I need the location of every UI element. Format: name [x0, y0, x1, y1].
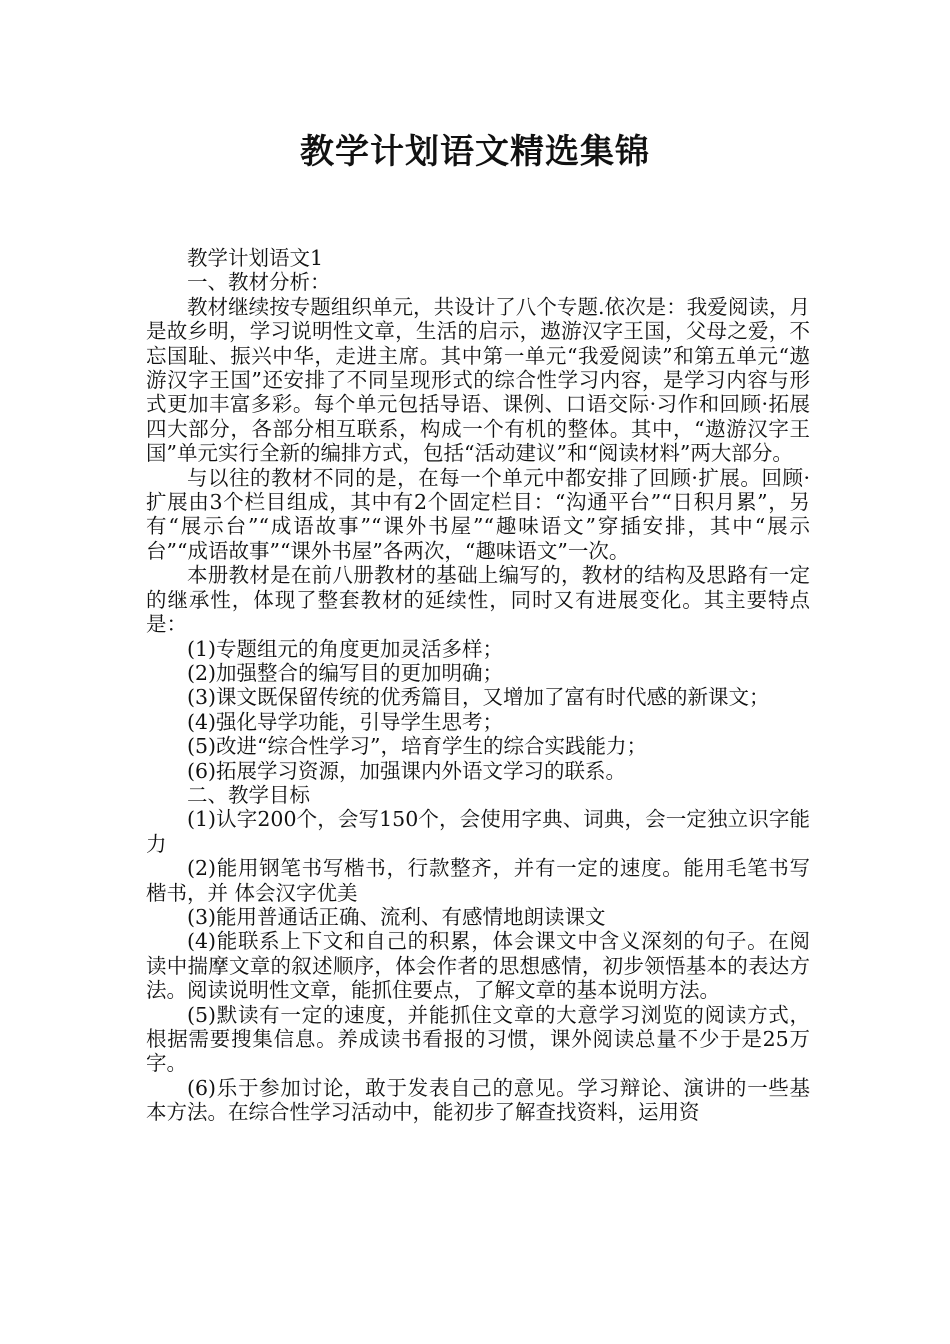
section-heading-analysis: 一、教材分析：: [187, 270, 331, 295]
paragraph-review: 与以往的教材不同的是，在每一个单元中都安排了回顾·扩展。回顾·扩展由3个栏目组成，其中有2个固定栏目：“沟通平台”“日积月累”，另有“展示台”“成语故事”“课外书屋”“趣味语文”穿插安排，其中“展示台”“成语故事”“课外书屋”各两次，“趣味语文”一次。: [146, 465, 810, 563]
feature-item-6: (6)拓展学习资源，加强课内外语文学习的联系。: [187, 758, 627, 783]
paragraph-features-intro: 本册教材是在前八册教材的基础上编写的，教材的结构及思路有一定的继承性，体现了整套教材的延续性，同时又有进展变化。其主要特点是：: [146, 563, 810, 637]
goal-item-5: (5)默读有一定的速度，并能抓住文章的大意学习浏览的阅读方式，根据需要搜集信息。养成读书看报的习惯，课外阅读总量不少于是25万字。: [146, 1002, 810, 1076]
document-body: [146, 246, 810, 1125]
feature-item-3: (3)课文既保留传统的优秀篇目，又增加了富有时代感的新课文；: [187, 685, 770, 710]
feature-item-1: (1)专题组元的角度更加灵活多样；: [187, 636, 504, 661]
goal-item-1: (1)认字200个，会写150个，会使用字典、词典，会一定独立识字能力: [146, 807, 810, 856]
feature-item-2: (2)加强整合的编写目的更加明确；: [187, 660, 504, 685]
section-heading-goals: 二、教学目标: [187, 782, 310, 807]
paragraph-units: 教材继续按专题组织单元，共设计了八个专题.依次是：我爱阅读，月是故乡明，学习说明性文章，生活的启示，遨游汉字王国，父母之爱，不忘国耻、振兴中华，走进主席。其中第一单元“我爱阅读”和第五单元“遨游汉字王国”还安排了不同呈现形式的综合性学习内容，是学习内容与形式更加丰富多彩。每个单元包括导语、课例、口语交际·习作和回顾·拓展四大部分，各部分相互联系，构成一个有机的整体。其中，“遨游汉字王国”单元实行全新的编排方式，包括“活动建议”和“阅读材料”两大部分。: [146, 294, 810, 466]
document-title: 教学计划语文精选集锦: [300, 132, 650, 172]
goal-item-4: (4)能联系上下文和自己的积累，体会课文中含义深刻的句子。在阅读中揣摩文章的叙述顺序，体会作者的思想感情，初步领悟基本的表达方法。阅读说明性文章，能抓住要点，了解文章的基本说明方法。: [146, 929, 810, 1003]
goal-item-6: (6)乐于参加讨论，敢于发表自己的意见。学习辩论、演讲的一些基本方法。在综合性学习活动中，能初步了解查找资料，运用资: [146, 1075, 810, 1125]
goal-item-3: (3)能用普通话正确、流利、有感情地朗读课文: [187, 904, 606, 929]
goal-item-2: (2)能用钢笔书写楷书，行款整齐，并有一定的速度。能用毛笔书写楷书，并 体会汉字优美: [146, 856, 810, 905]
feature-item-4: (4)强化导学功能，引导学生思考；: [187, 709, 504, 734]
feature-item-5: (5)改进“综合性学习”，培育学生的综合实践能力；: [187, 734, 647, 759]
section-heading-lesson: 教学计划语文1: [187, 246, 324, 270]
